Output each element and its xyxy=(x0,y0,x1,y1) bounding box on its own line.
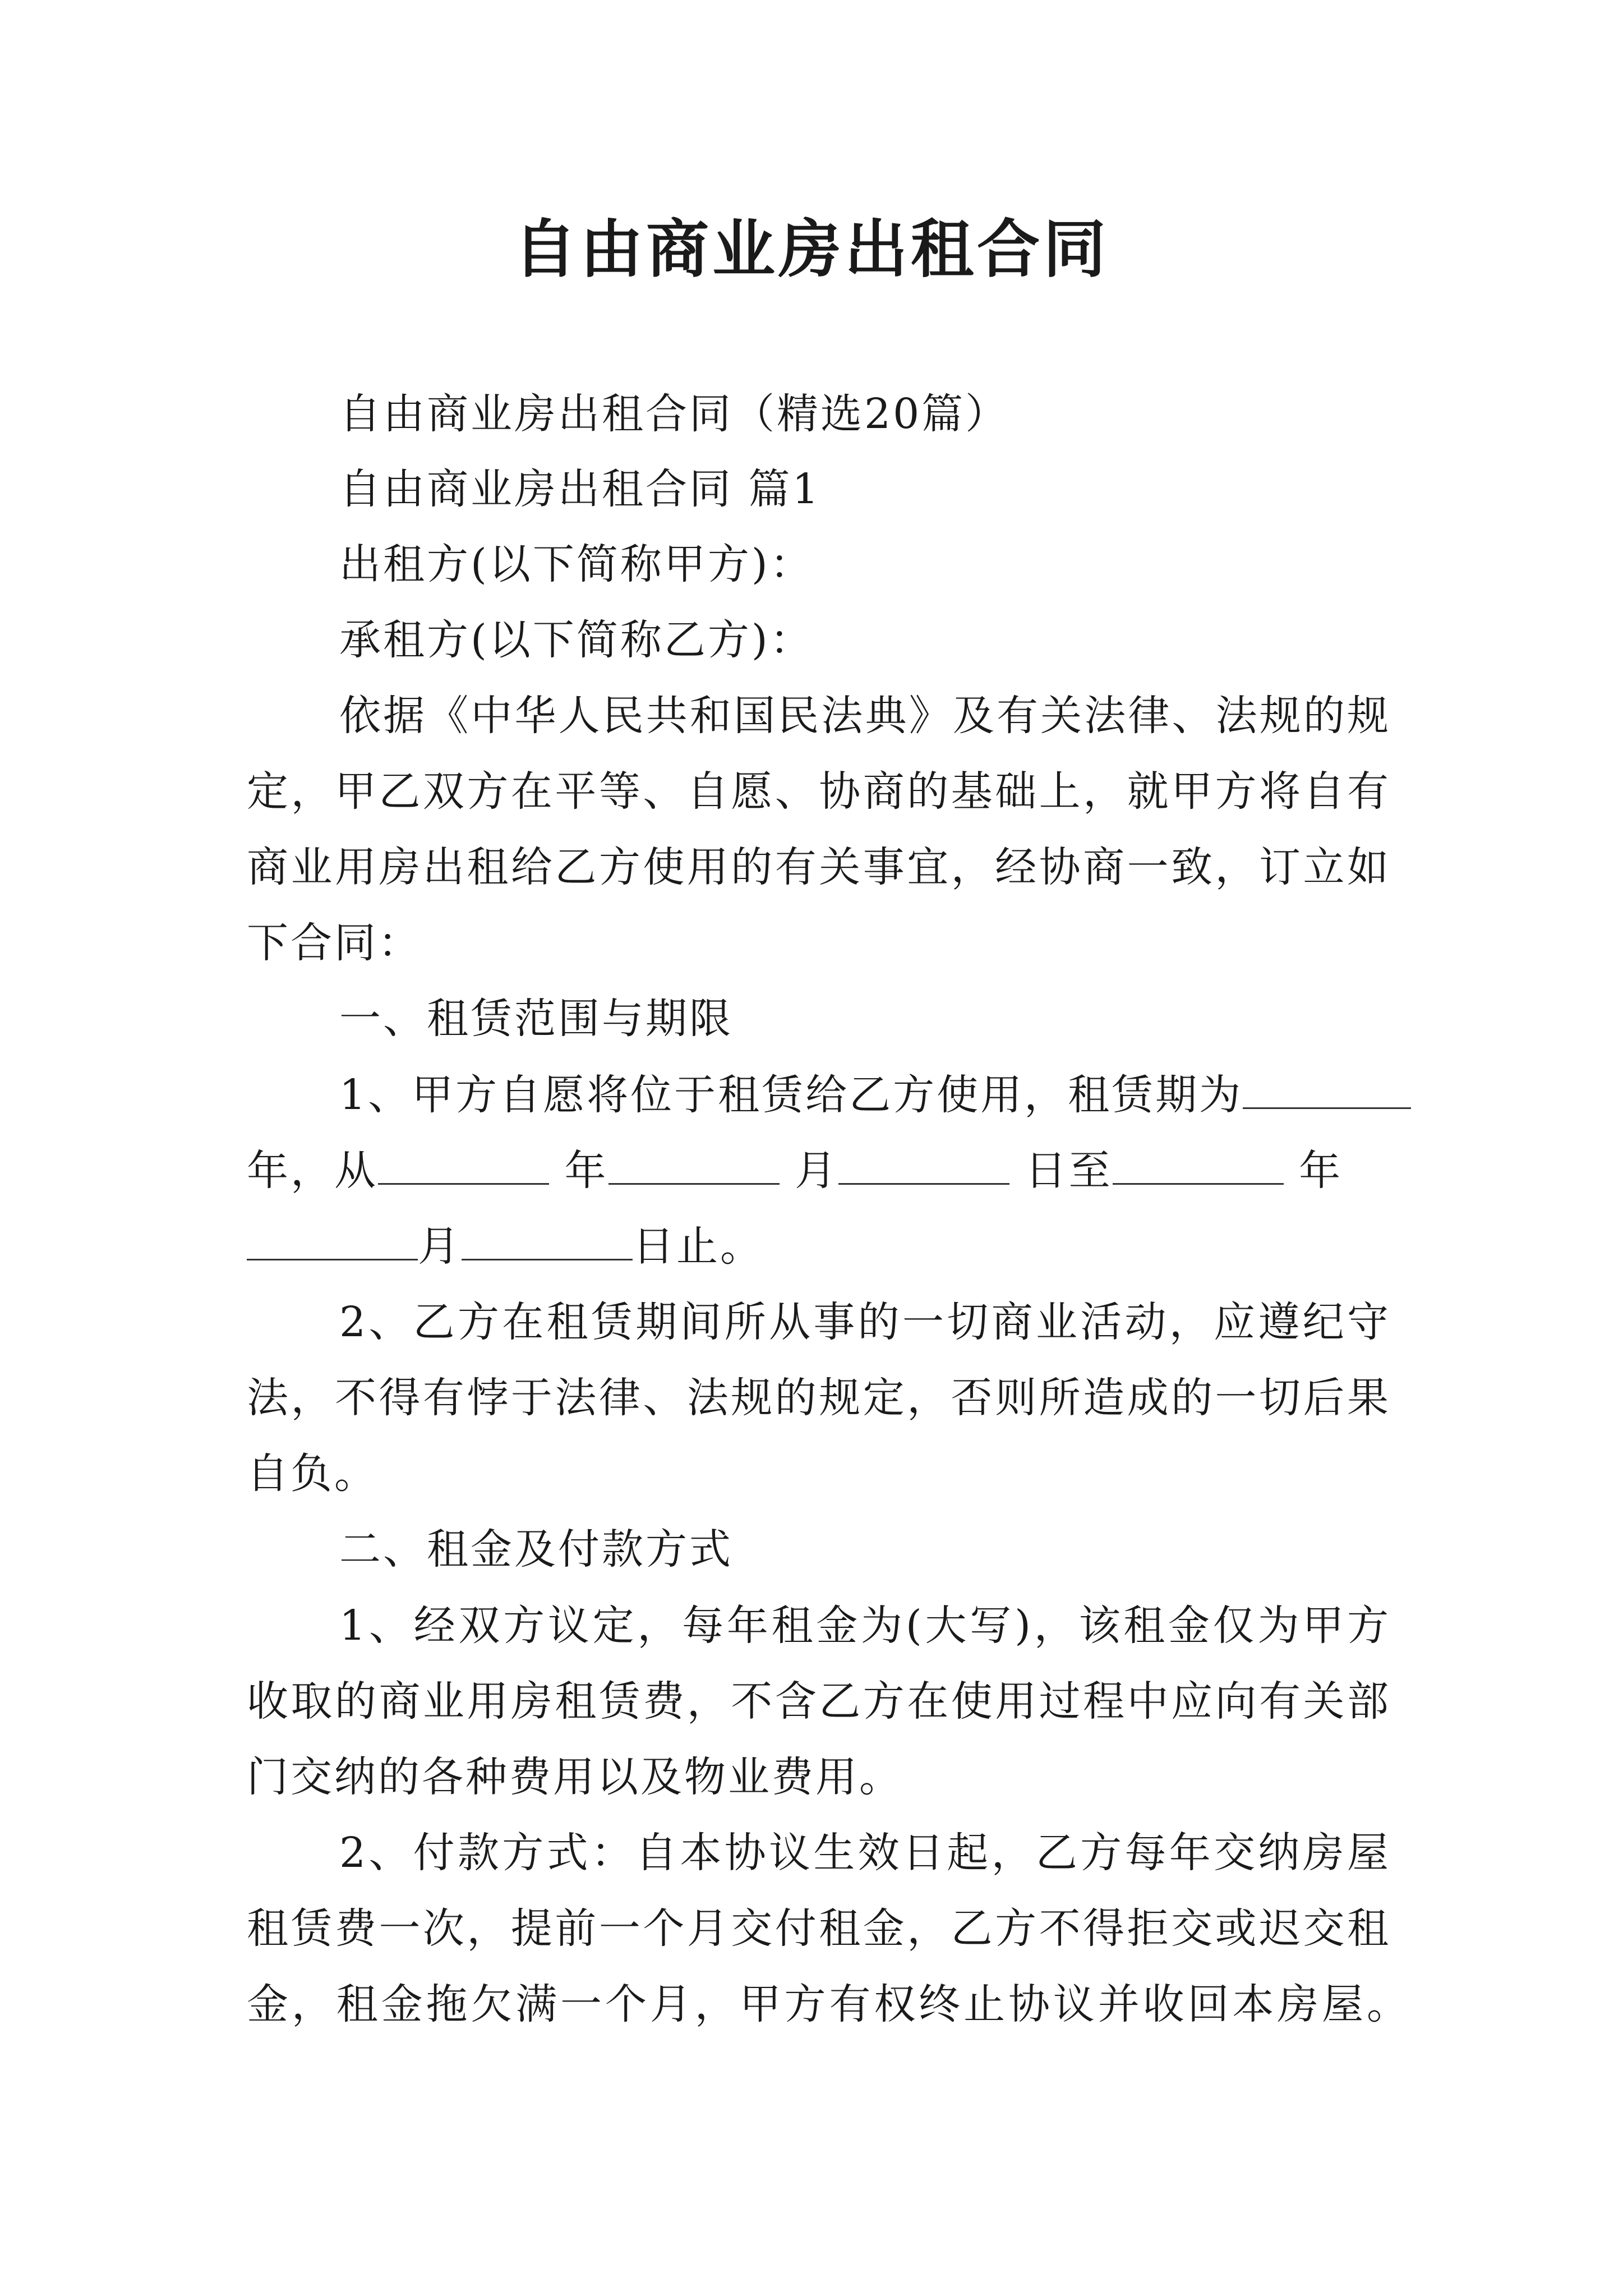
section2-item2-line: 租赁费一次，提前一个月交付租金，乙方不得拒交或迟交租 xyxy=(247,1904,1391,1953)
section1-item2-line: 自负。 xyxy=(247,1450,378,1498)
day-to-label: 日至 xyxy=(1025,1147,1113,1195)
year-label: 年 xyxy=(564,1147,608,1195)
start-day-blank xyxy=(838,1144,1009,1185)
from-label: 年，从 xyxy=(247,1147,378,1195)
month-label: 月 xyxy=(418,1222,462,1271)
section1-item2-line: 法，不得有悖于法律、法规的规定，否则所造成的一切后果 xyxy=(247,1374,1391,1422)
document-title: 自由商业房出租合同 xyxy=(514,213,1109,286)
section2-item1-line: 门交纳的各种费用以及物业费用。 xyxy=(247,1753,903,1801)
section2-item1-line: 1、经双方议定，每年租金为(大写)，该租金仅为甲方 xyxy=(339,1602,1391,1650)
end-year-blank xyxy=(1113,1144,1284,1185)
lease-term-line xyxy=(339,1067,1391,1123)
section2-item1-line: 收取的商业用房租赁费，不含乙方在使用过程中应向有关部 xyxy=(247,1677,1391,1726)
lease-date-line xyxy=(247,1143,1391,1199)
month-label: 月 xyxy=(795,1147,839,1195)
start-year-blank xyxy=(378,1144,549,1185)
year-label: 年 xyxy=(1299,1147,1343,1195)
subtitle: 自由商业房出租合同（精选20篇） xyxy=(339,390,1009,438)
end-day-blank xyxy=(462,1220,633,1260)
lease-years-blank xyxy=(1243,1068,1411,1109)
day-end-label: 日止。 xyxy=(633,1222,764,1271)
intro-line: 下合同： xyxy=(247,919,422,967)
article-heading: 自由商业房出租合同 篇1 xyxy=(339,465,821,513)
intro-line: 依据《中华人民共和国民法典》及有关法律、法规的规 xyxy=(339,692,1391,740)
lease-term-text: 1、甲方自愿将位于租赁给乙方使用，租赁期为 xyxy=(339,1071,1243,1119)
intro-line: 商业用房出租给乙方使用的有关事宜，经协商一致，订立如 xyxy=(247,843,1391,891)
lessee-line: 承租方(以下简称乙方)： xyxy=(339,616,814,664)
section2-heading: 二、租金及付款方式 xyxy=(339,1525,733,1573)
intro-line: 定，甲乙双方在平等、自愿、协商的基础上，就甲方将自有 xyxy=(247,767,1391,816)
section2-item2-line: 金，租金拖欠满一个月，甲方有权终止协议并收回本房屋。 xyxy=(247,1980,1410,2028)
end-month-blank xyxy=(247,1220,418,1260)
lessor-line: 出租方(以下简称甲方)： xyxy=(339,540,814,588)
lease-date-line-2 xyxy=(247,1218,1391,1274)
section1-heading: 一、租赁范围与期限 xyxy=(339,995,733,1043)
section1-item2-line: 2、乙方在租赁期间所从事的一切商业活动，应遵纪守 xyxy=(339,1298,1391,1346)
start-month-blank xyxy=(608,1144,780,1185)
section2-item2-line: 2、付款方式：自本协议生效日起，乙方每年交纳房屋 xyxy=(339,1829,1391,1877)
